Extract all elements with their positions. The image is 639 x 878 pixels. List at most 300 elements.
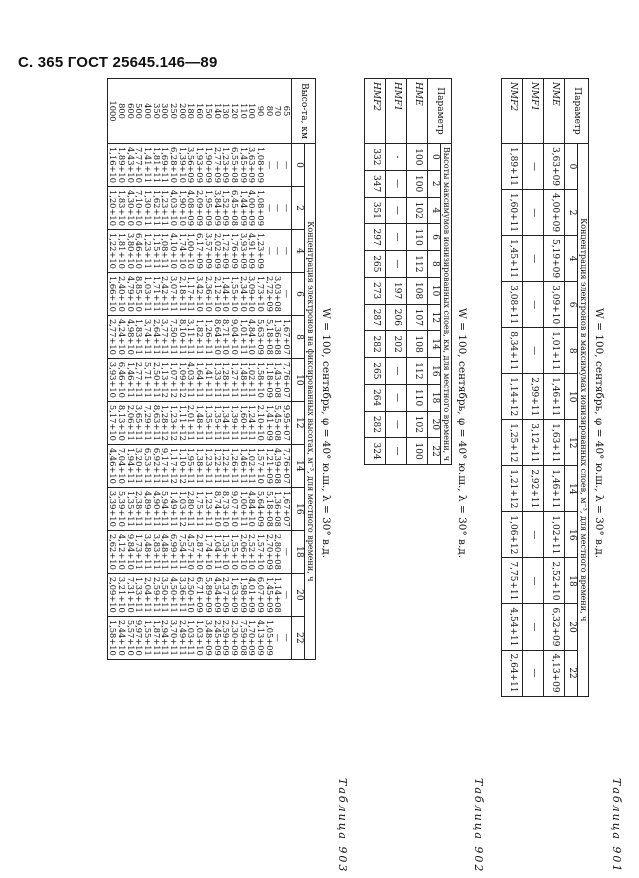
- value-cell: 1,58+10: [256, 361, 267, 398]
- value-cell: 1,28+12: [160, 404, 171, 441]
- value-cell: —: [386, 384, 407, 411]
- hour-header: 6: [292, 272, 304, 315]
- value-cell: 108: [407, 331, 428, 358]
- value-cell: 1,21+09: [264, 447, 275, 484]
- hour-header: 6: [565, 282, 577, 328]
- hour-header: 2: [565, 190, 577, 236]
- value-column: [108, 530, 292, 573]
- param-cell: HMF1: [386, 79, 407, 144]
- value-cell: —: [523, 190, 544, 236]
- value-cell: 2,94+11: [160, 619, 171, 656]
- value-cell: 4,48+11: [160, 533, 171, 570]
- table-902: [364, 78, 452, 465]
- value-cell: 1,81+11: [151, 147, 162, 183]
- value-cell: 1,41+11: [142, 147, 153, 183]
- value-cell: 4,57+10: [186, 533, 197, 570]
- value-cell: —: [282, 203, 293, 213]
- value-cell: 1,36+08: [273, 318, 284, 355]
- value-cell: 4,89+11: [142, 490, 153, 527]
- table-row: [407, 79, 428, 465]
- value-column: [108, 272, 292, 315]
- param-header: Параметр: [565, 79, 589, 144]
- value-cell: —: [523, 604, 544, 650]
- value-cell: 2,62+10: [108, 533, 119, 570]
- value-cell: 1,23+11: [203, 447, 214, 484]
- value-cell: 1,57+10: [256, 533, 267, 570]
- value-cell: 1,30+11: [142, 189, 153, 226]
- height-value: 100: [247, 103, 258, 119]
- value-cell: 3,56+09: [186, 147, 197, 183]
- height-value: 350: [151, 103, 162, 119]
- value-cell: 2,59+09: [221, 619, 232, 656]
- value-cell: 3,57+09: [203, 232, 214, 269]
- value-cell: 1,58+10: [108, 619, 119, 656]
- rotated-page-content: [5, 78, 625, 878]
- value-cell: 4,79+10: [125, 275, 136, 312]
- hour-header: 22: [292, 616, 304, 659]
- param-cell: HME: [407, 79, 428, 144]
- value-cell: 1,04+11: [212, 533, 223, 570]
- value-cell: —: [282, 246, 293, 256]
- value-cell: 112: [407, 358, 428, 385]
- hour-header: 8: [428, 251, 440, 278]
- value-cell: 1,74+10: [203, 533, 214, 570]
- value-cell: 7,04+10: [116, 447, 127, 484]
- value-cell: 287: [365, 304, 386, 331]
- value-cell: 100: [407, 438, 428, 465]
- value-cell: 4,12+10: [116, 533, 127, 570]
- value-cell: 1,66+10: [108, 275, 119, 312]
- value-cell: —: [386, 438, 407, 465]
- value-cell: 1,90+10: [177, 189, 188, 226]
- value-cell: 1,60+11: [502, 190, 523, 236]
- value-cell: 1,15+11: [151, 232, 162, 269]
- value-cell: 1,22+11: [221, 447, 232, 484]
- value-cell: 3,09+10: [247, 275, 258, 312]
- value-cell: 1,46+11: [544, 466, 565, 512]
- value-cell: 1,18+09: [264, 361, 275, 398]
- value-cell: 100: [407, 170, 428, 197]
- value-cell: 1,55+10: [229, 275, 240, 312]
- table-903-title: W = 100, сентябрь, φ = 40° ю.ш., λ = 30° в.д.: [320, 308, 332, 559]
- value-cell: 1,41+09: [264, 404, 275, 441]
- value-cell: 5,71+11: [142, 361, 153, 398]
- value-cell: 7,76+07: [282, 447, 293, 484]
- value-cell: 1,01+11: [544, 328, 565, 374]
- hour-header: 6: [428, 224, 440, 251]
- value-cell: 5,18+08: [264, 490, 275, 527]
- value-cell: 9,17+11: [160, 447, 171, 484]
- value-cell: 108: [407, 277, 428, 304]
- hour-header: 8: [292, 315, 304, 358]
- value-cell: 2,77+11: [134, 361, 145, 398]
- value-cell: 2,52+10: [544, 558, 565, 604]
- hour-header: 0: [428, 144, 440, 171]
- value-cell: 1,14+08: [273, 576, 284, 613]
- value-cell: 1,95+11: [186, 447, 197, 484]
- value-cell: 9,07+10: [229, 490, 240, 527]
- value-cell: 1,38+11: [195, 447, 206, 484]
- value-cell: 324: [365, 438, 386, 465]
- value-cell: —: [386, 251, 407, 278]
- value-column: [108, 487, 292, 530]
- value-cell: 6,55+08: [229, 147, 240, 183]
- value-cell: 2,10+10: [256, 404, 267, 441]
- value-cell: 1,23+09: [256, 232, 267, 269]
- value-cell: 2,01+11: [186, 404, 197, 441]
- hour-header: 0: [292, 144, 304, 187]
- value-cell: 3,65+11: [134, 404, 145, 441]
- value-cell: 2,50+10: [186, 576, 197, 613]
- page-header: С. 365 ГОСТ 25645.146—89: [18, 54, 218, 71]
- value-column: [108, 616, 292, 659]
- value-cell: 3,63+09: [544, 144, 565, 190]
- height-value: 500: [134, 103, 145, 119]
- value-cell: 3,83+11: [151, 533, 162, 570]
- value-cell: 1,33+11: [212, 361, 223, 398]
- value-cell: 2,04+11: [142, 576, 153, 613]
- hour-header: 14: [292, 444, 304, 487]
- value-cell: 7,50+11: [169, 318, 180, 355]
- value-cell: 5,57+10: [125, 619, 136, 656]
- value-cell: 3,48+09: [203, 619, 214, 656]
- value-cell: —: [386, 358, 407, 385]
- height-value: 600: [125, 103, 136, 119]
- value-cell: 1,22+10: [108, 232, 119, 269]
- group-header: Концентрация электронов на фиксированных высотах, м⁻³, для местного времени, ч: [304, 144, 315, 660]
- value-cell: 1,03+11: [142, 275, 153, 312]
- value-cell: 8,10+11: [177, 318, 188, 355]
- param-cell: NME: [544, 79, 565, 144]
- height-value: 150: [203, 103, 214, 119]
- table-901: [501, 78, 589, 697]
- hour-header: 4: [565, 236, 577, 282]
- value-cell: 332: [365, 144, 386, 171]
- value-cell: 1,08+09: [256, 189, 267, 226]
- value-cell: 1,62+11: [151, 189, 162, 226]
- table-902-number: Таблица 902: [472, 778, 485, 874]
- value-cell: —: [282, 289, 293, 299]
- value-cell: 1,69+11: [160, 147, 171, 183]
- value-cell: 2,49+11: [177, 619, 188, 656]
- value-cell: 4,91+09: [247, 232, 258, 269]
- value-cell: 4,54+09: [212, 576, 223, 613]
- value-cell: —: [523, 282, 544, 328]
- value-cell: 1,55+11: [142, 619, 153, 656]
- table-901-title: W = 100, сентябрь, φ = 40° ю.ш., λ = 30° в.д.: [593, 308, 605, 559]
- value-cell: 1,03+12: [177, 490, 188, 527]
- value-cell: 2,12+10: [212, 275, 223, 312]
- value-cell: 3,36+11: [177, 576, 188, 613]
- value-cell: 4,84+10: [247, 318, 258, 355]
- value-cell: 1,46+11: [544, 374, 565, 420]
- value-cell: 1,24+11: [247, 404, 258, 441]
- value-cell: 1,48+11: [195, 404, 206, 441]
- table-903-number: Таблица 903: [336, 778, 349, 874]
- value-cell: —: [264, 160, 275, 170]
- value-cell: 1,55+10: [229, 533, 240, 570]
- value-cell: 3,20+11: [134, 447, 145, 484]
- value-cell: 1,25+12: [502, 420, 523, 466]
- value-cell: 1,93+09: [195, 147, 206, 183]
- value-cell: 2,40+10: [116, 275, 127, 312]
- value-cell: 3,11+11: [186, 318, 197, 355]
- value-column: [108, 401, 292, 444]
- value-cell: 1,63+11: [544, 420, 565, 466]
- value-cell: 2,02+09: [212, 232, 223, 269]
- value-cell: 1,75+11: [195, 490, 206, 527]
- value-cell: 4,08+09: [186, 189, 197, 226]
- value-cell: 3,09+10: [544, 282, 565, 328]
- height-header: Высо-та, км: [292, 79, 316, 144]
- hour-header: 18: [292, 530, 304, 573]
- value-cell: 1,23+11: [203, 490, 214, 527]
- value-cell: 1,01+11: [238, 318, 249, 355]
- value-cell: —: [273, 203, 284, 213]
- value-cell: 1,67+07: [282, 490, 293, 527]
- value-cell: 1,28+11: [221, 361, 232, 398]
- group-header: Концентрация электронов в максимумах ионизированных слоев, м⁻³, для местного времени, ч: [577, 144, 588, 697]
- value-cell: 5,17+10: [108, 404, 119, 441]
- value-column: [108, 358, 292, 401]
- value-cell: 1,81+10: [116, 232, 127, 269]
- value-cell: 1,48+11: [238, 361, 249, 398]
- value-cell: 1,26+11: [229, 447, 240, 484]
- height-value: 250: [169, 103, 180, 119]
- value-cell: 3,70+11: [169, 619, 180, 656]
- value-cell: 2,77+09: [212, 147, 223, 183]
- value-cell: 2,64+11: [151, 318, 162, 355]
- value-cell: 1,00+11: [238, 490, 249, 527]
- value-cell: 5,64+09: [256, 490, 267, 527]
- hour-header: 22: [565, 650, 577, 696]
- hour-header: 20: [565, 604, 577, 650]
- value-column: [108, 186, 292, 229]
- value-cell: 3,48+11: [142, 533, 153, 570]
- value-cell: 1,21+12: [502, 466, 523, 512]
- value-cell: 347: [365, 170, 386, 197]
- value-cell: 1,05+09: [264, 619, 275, 656]
- value-cell: 2,09+09: [195, 189, 206, 226]
- value-cell: —: [523, 558, 544, 604]
- value-cell: 4,90+11: [151, 490, 162, 527]
- value-cell: 6,45+08: [229, 189, 240, 226]
- value-cell: 1,87+11: [151, 619, 162, 656]
- value-cell: 8,73+10: [221, 490, 232, 527]
- hour-header: 20: [428, 411, 440, 438]
- value-cell: 297: [365, 224, 386, 251]
- hour-header: 14: [565, 466, 577, 512]
- value-cell: 1,35+11: [212, 404, 223, 441]
- value-cell: 4,43+10: [125, 147, 136, 183]
- value-cell: 5,19+09: [544, 236, 565, 282]
- value-cell: 4,84+10: [247, 490, 258, 527]
- value-cell: —: [386, 170, 407, 197]
- value-cell: 102: [407, 411, 428, 438]
- value-cell: 1,26+11: [203, 318, 214, 355]
- value-cell: 8,34+11: [502, 328, 523, 374]
- value-cell: —: [264, 203, 275, 213]
- value-cell: 5,63+09: [256, 318, 267, 355]
- hour-header: 20: [292, 573, 304, 616]
- hour-header: 12: [565, 420, 577, 466]
- value-cell: 1,33+11: [134, 576, 145, 613]
- value-cell: 5,94+11: [160, 490, 171, 527]
- value-cell: 1,76+09: [229, 232, 240, 269]
- value-cell: 1,36+08: [273, 490, 284, 527]
- height-value: 1000: [108, 100, 119, 122]
- value-cell: 3,77+11: [160, 318, 171, 355]
- value-cell: 3,03+08: [273, 275, 284, 312]
- value-cell: 6,99+11: [169, 533, 180, 570]
- table-row: [544, 79, 565, 697]
- value-cell: 9,97+10: [134, 619, 145, 656]
- value-cell: 3,08+11: [502, 282, 523, 328]
- value-cell: 1,00+10: [186, 232, 197, 269]
- value-cell: 3,07+11: [169, 275, 180, 312]
- hour-header: 22: [428, 438, 440, 465]
- value-cell: 3,50+11: [160, 576, 171, 613]
- hour-header: 18: [428, 384, 440, 411]
- height-value: 70: [273, 105, 284, 117]
- value-cell: 1,27+11: [229, 361, 240, 398]
- value-cell: 206: [386, 304, 407, 331]
- table-902-title: W = 100, сентябрь, φ = 40° ю.ш., λ = 30° в.д.: [456, 308, 468, 559]
- value-cell: 2,34+10: [238, 275, 249, 312]
- param-cell: NMF2: [502, 79, 523, 144]
- value-cell: 1,89+10: [116, 147, 127, 183]
- value-cell: 1,46+11: [238, 447, 249, 484]
- value-cell: 1,03+11: [186, 619, 197, 656]
- value-cell: 7,75+11: [502, 558, 523, 604]
- value-cell: 2,70+09: [264, 533, 275, 570]
- value-cell: 1,94+11: [125, 447, 136, 484]
- value-cell: 1,10+12: [177, 447, 188, 484]
- value-column: [108, 315, 292, 358]
- value-cell: 9,95+07: [282, 404, 293, 441]
- value-cell: —: [523, 236, 544, 282]
- value-cell: 8,85+10: [134, 275, 145, 312]
- value-cell: 1,57+10: [256, 447, 267, 484]
- value-cell: 8,64+10: [212, 318, 223, 355]
- value-cell: 1,13+12: [160, 361, 171, 398]
- value-cell: 265: [365, 251, 386, 278]
- value-cell: 282: [365, 411, 386, 438]
- value-cell: 7,31+10: [125, 576, 136, 613]
- value-cell: —: [386, 411, 407, 438]
- height-value: 140: [212, 103, 223, 119]
- hour-header: 14: [428, 331, 440, 358]
- value-cell: —: [523, 328, 544, 374]
- value-cell: 3,21+10: [116, 576, 127, 613]
- value-cell: 7,76+07: [282, 361, 293, 398]
- value-cell: 3,12+11: [523, 420, 544, 466]
- value-cell: 1,02+11: [544, 512, 565, 558]
- value-cell: 4,13+09: [256, 619, 267, 656]
- value-cell: 1,52+09: [221, 189, 232, 226]
- height-value: 110: [238, 103, 249, 119]
- value-cell: 2,42+11: [160, 275, 171, 312]
- value-cell: 1,07+12: [169, 361, 180, 398]
- value-cell: 4,00+09: [247, 189, 258, 226]
- value-cell: 1,08+09: [256, 147, 267, 183]
- table-row: [523, 79, 544, 697]
- value-cell: 1,45+09: [264, 576, 275, 613]
- value-cell: 1,71+11: [151, 275, 162, 312]
- value-cell: 3,39+10: [108, 490, 119, 527]
- value-cell: 3,63+09: [247, 147, 258, 183]
- value-cell: 8,63+11: [151, 404, 162, 441]
- value-cell: 4,50+11: [169, 576, 180, 613]
- value-column: [108, 444, 292, 487]
- value-cell: 8,74+10: [212, 490, 223, 527]
- value-cell: 4,46+10: [108, 447, 119, 484]
- hour-header: 12: [292, 401, 304, 444]
- value-cell: 7,10+10: [134, 189, 145, 226]
- height-value: 180: [186, 103, 197, 119]
- param-header: Параметр: [428, 79, 452, 144]
- height-value: 800: [116, 103, 127, 119]
- value-cell: 2,92+11: [523, 466, 544, 512]
- value-cell: 1,63+09: [229, 576, 240, 613]
- value-cell: —: [386, 224, 407, 251]
- value-column: [108, 573, 292, 616]
- value-cell: 2,09+10: [108, 576, 119, 613]
- value-cell: —: [386, 197, 407, 224]
- hour-header: 4: [428, 197, 440, 224]
- value-cell: 4,54+11: [502, 604, 523, 650]
- value-cell: 1,14+12: [502, 374, 523, 420]
- value-cell: 1,90+09: [203, 147, 214, 183]
- value-cell: 1,23+09: [221, 147, 232, 183]
- value-cell: 1,67+07: [282, 318, 293, 355]
- value-cell: 1,44+09: [238, 189, 249, 226]
- value-cell: —: [264, 246, 275, 256]
- value-cell: —: [273, 160, 284, 170]
- value-cell: 5,39+10: [116, 490, 127, 527]
- value-cell: 2,80+11: [186, 490, 197, 527]
- hour-header: 0: [565, 144, 577, 190]
- value-cell: 282: [365, 331, 386, 358]
- hour-header: 10: [428, 277, 440, 304]
- value-cell: 5,45+08: [273, 404, 284, 441]
- hour-header: 18: [565, 558, 577, 604]
- value-cell: 110: [407, 384, 428, 411]
- value-cell: —: [523, 650, 544, 696]
- value-cell: 6,28+10: [169, 147, 180, 183]
- value-cell: 1,17+12: [169, 447, 180, 484]
- value-cell: 5,18+08: [264, 318, 275, 355]
- value-cell: 2,30+09: [229, 619, 240, 656]
- table-row: [108, 79, 292, 660]
- table-901-number: Таблица 901: [610, 778, 623, 874]
- height-value: 65: [282, 105, 293, 117]
- value-cell: 2,36+10: [203, 275, 214, 312]
- value-cell: 7,54+11: [177, 533, 188, 570]
- value-cell: 1,22+11: [212, 447, 223, 484]
- value-cell: 1,39+10: [177, 147, 188, 183]
- value-cell: 1,89+11: [502, 144, 523, 190]
- value-cell: 6,53+11: [142, 447, 153, 484]
- value-column: [108, 229, 292, 272]
- value-cell: 3,93+09: [238, 232, 249, 269]
- hour-header: 12: [428, 304, 440, 331]
- value-cell: —: [282, 633, 293, 642]
- value-cell: —: [523, 512, 544, 558]
- value-cell: 1,16+10: [108, 147, 119, 183]
- hour-header: 2: [292, 186, 304, 229]
- height-value: 80: [264, 105, 275, 117]
